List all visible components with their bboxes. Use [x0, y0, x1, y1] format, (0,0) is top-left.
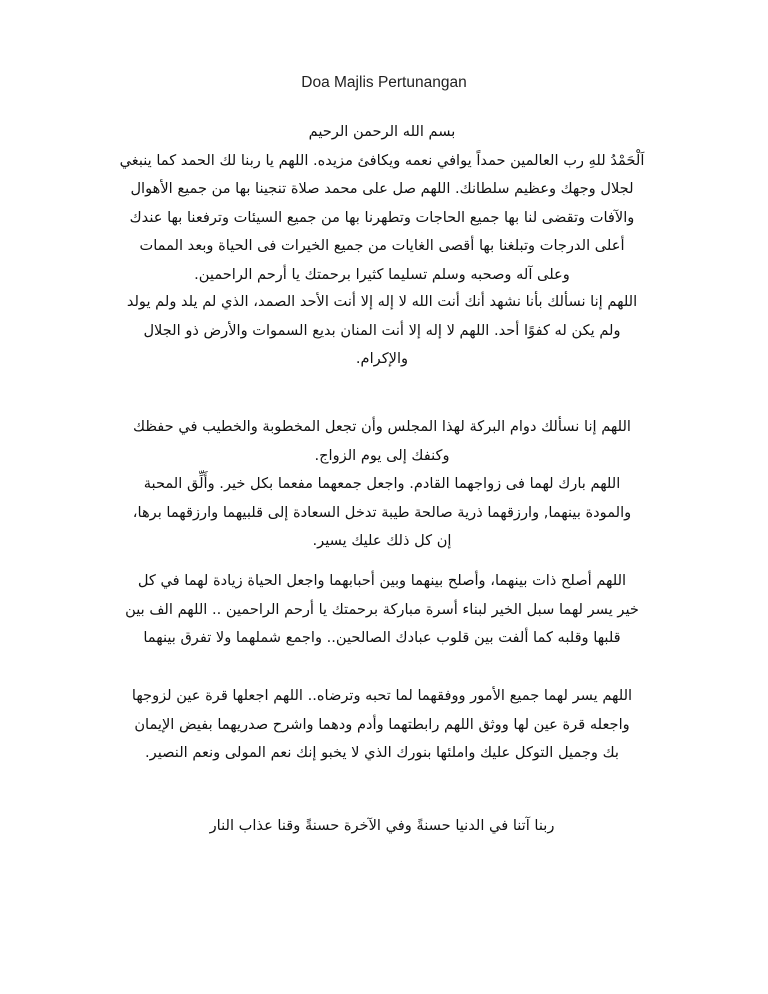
document-title: Doa Majlis Pertunangan	[301, 74, 467, 91]
text-line: اللهم يسر لهما جميع الأمور ووفقهما لما تحبه وترضاه.. اللهم اجعلها قرة عين لزوجها	[131, 687, 633, 704]
text-line: ربنا آتنا في الدنيا حسنةً وفي الآخرة حسنةً وقنا عذاب النار	[209, 817, 555, 834]
text-line: لجلال وجهك وعظيم سلطانك. اللهم صل على محمد صلاة تنجينا بها من جميع الأهوال	[130, 180, 634, 198]
text-line: اللهم أصلح ذات بينهما، وأصلح بينهما وبين أحبابهما واجعل الحياة زيادة لهما في كل	[137, 572, 627, 589]
tawhid-prayer-block	[96, 288, 668, 374]
text-line: خير يسر لهما سبل الخير لبناء أسرة مباركة برحمتك يا أرحم الراحمين .. اللهم الف بين	[125, 600, 639, 618]
opening-prayer-block	[96, 118, 668, 290]
text-line: أعلى الدرجات وتبلغنا بها أقصى الغايات من جميع الخيرات فى الحياة وبعد الممات	[139, 237, 625, 255]
closing-prayer-block	[96, 812, 668, 841]
text-line: اللهم بارك لهما فى زواجهما القادم. واجعل جمعهما مفعما بكل خير. وأَلِّق المحبة	[143, 475, 621, 493]
ease-prayer-block	[96, 682, 668, 768]
text-line: اَلْحَمْدُ للهِ رب العالمين حمداً يوافي نعمه ويكافئ مزيده. اللهم يا ربنا لك الحمد كما ينبغي	[119, 151, 645, 169]
text-line: ولم يكن له كفوًا أحد. اللهم لا إله إلا أنت المنان بديع السموات والأرض ذو الجلال	[143, 321, 621, 339]
text-line: اللهم إنا نسألك دوام البركة لهذا المجلس وأن تجعل المخطوبة والخطيب في حفظك	[133, 418, 631, 435]
text-line: وكنفك إلى يوم الزواج.	[314, 446, 450, 464]
text-line: إن كل ذلك عليك يسير.	[312, 532, 452, 550]
reconciliation-prayer-block	[96, 567, 668, 653]
text-line: والإكرام.	[355, 350, 409, 368]
basmala-line: بسم الله الرحمن الرحيم	[308, 123, 456, 140]
text-line: وعلى آله وصحبه وسلم تسليما كثيرا برحمتك يا أرحم الراحمين.	[194, 265, 570, 283]
text-line: قلبها وقلبه كما ألفت بين قلوب عبادك الصالحين.. واجمع شملهما ولا تفرق بينهما	[143, 629, 621, 647]
engagement-blessing-block	[96, 413, 668, 556]
text-line: والآفات وتقضى لنا بها جميع الحاجات وتطهرنا بها من جميع السيئات وترفعنا بها عندك	[129, 208, 635, 226]
text-line: واجعله قرة عين لها ووثق اللهم رابطتهما وأدم ودهما واشرح صدريهما بفيض الإيمان	[134, 715, 630, 733]
text-line: والمودة بينهما, وارزقهما ذرية صالحة طيبة تدخل السعادة إلى قلبيهما وارزقهما برها،	[132, 503, 632, 521]
text-line: اللهم إنا نسألك بأنا نشهد أنك أنت الله لا إله إلا أنت الأحد الصمد، الذي لم يلد ولم يولد	[126, 293, 638, 310]
text-line: بك وجميل التوكل عليك واملئها بنورك الذي لا يخبو إنك نعم المولى ونعم النصير.	[145, 744, 619, 762]
